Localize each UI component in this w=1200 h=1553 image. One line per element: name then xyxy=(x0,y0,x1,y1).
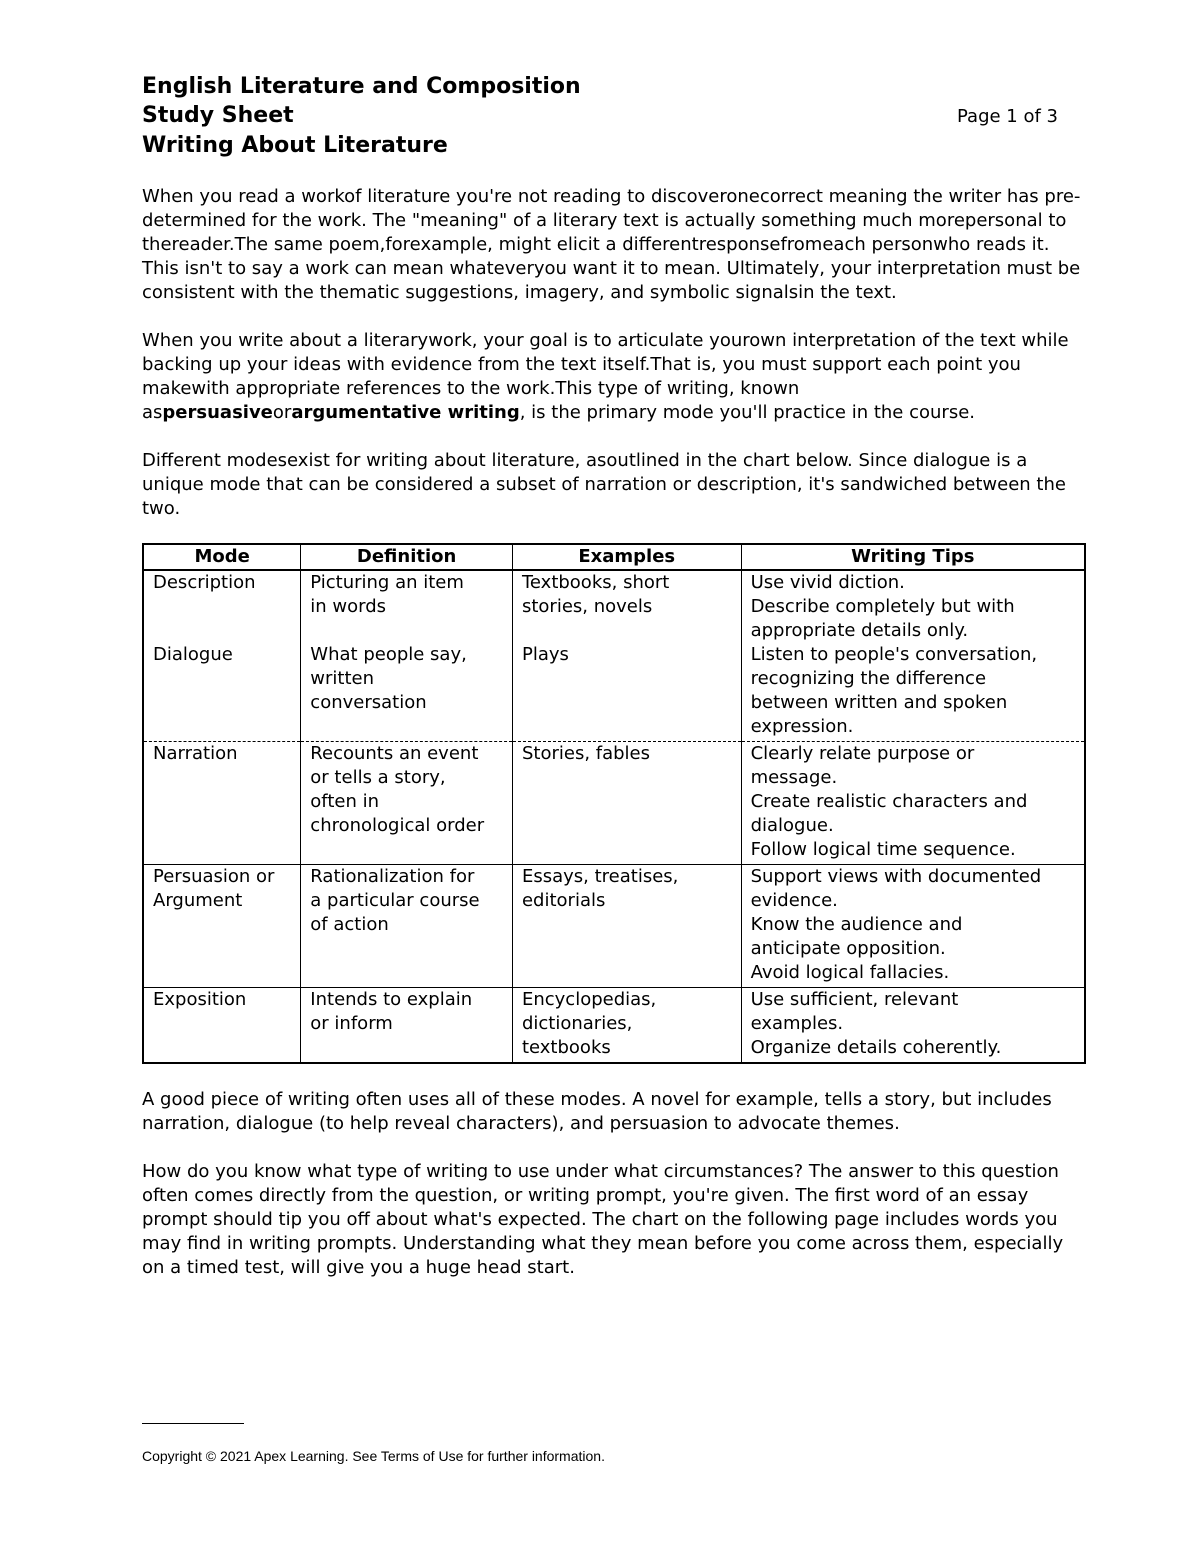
footer-divider xyxy=(142,1423,244,1424)
table-row xyxy=(143,570,1085,742)
cell-line: Stories, fables xyxy=(521,743,651,764)
mode-narration: Narration xyxy=(153,743,238,764)
mode-cell xyxy=(143,865,301,988)
document-header xyxy=(142,72,1086,160)
mode-persuasion: Persuasion or xyxy=(153,866,275,887)
mode-description: Description xyxy=(153,572,256,593)
cell-line: a particular course xyxy=(310,890,480,911)
modes-usage-paragraph: A good piece of writing often uses all of these modes. A novel for example, tells a story, but includes narration, dialogue (to help reveal characters), and persuasion to advocate themes. xyxy=(142,1089,1052,1134)
examples-cell xyxy=(512,570,741,742)
cell-line: recognizing the difference xyxy=(750,668,987,689)
table-row xyxy=(143,988,1085,1064)
cell-line: appropriate details only. xyxy=(750,620,969,641)
column-header-examples: Examples xyxy=(512,544,741,570)
mode-cell xyxy=(143,988,301,1064)
cell-line: Essays, treatises, xyxy=(521,866,679,887)
page-number: Page 1 of 3 xyxy=(957,106,1058,127)
cell-line: conversation xyxy=(310,692,427,713)
cell-line: Textbooks, short xyxy=(521,572,670,593)
cell-line: written xyxy=(310,668,375,689)
table-header-row xyxy=(143,544,1085,570)
paragraph-text: or xyxy=(272,402,292,423)
tips-cell xyxy=(741,988,1085,1064)
cell-line: evidence. xyxy=(750,890,838,911)
examples-cell xyxy=(512,742,741,865)
cell-line: Encyclopedias, xyxy=(521,989,657,1010)
subtitle-row xyxy=(142,101,1086,131)
definition-cell xyxy=(301,865,513,988)
mode-exposition: Exposition xyxy=(153,989,247,1010)
cell-line: anticipate opposition. xyxy=(750,938,946,959)
cell-line: Organize details coherently. xyxy=(750,1037,1002,1058)
cell-line: Rationalization for xyxy=(310,866,475,887)
emphasis-argumentative: argumentative writing xyxy=(291,402,520,423)
cell-line: between written and spoken xyxy=(750,692,1008,713)
examples-cell xyxy=(512,865,741,988)
examples-cell xyxy=(512,988,741,1064)
definition-cell xyxy=(301,988,513,1064)
writing-modes-table xyxy=(142,543,1086,1064)
mode-cell xyxy=(143,742,301,865)
mode-cell xyxy=(143,570,301,742)
modes-intro-paragraph: Different modesexist for writing about literature, asoutlined in the chart below. Since dialogue is a unique mode that can be considered a subset of narration or description, it's sandwiched between the two. xyxy=(142,450,1066,519)
cell-line: Use sufficient, relevant xyxy=(750,989,959,1010)
cell-line: or tells a story, xyxy=(310,767,446,788)
cell-line: Plays xyxy=(521,644,569,665)
cell-line: What people say, xyxy=(310,644,467,665)
cell-line: dictionaries, xyxy=(521,1013,633,1034)
cell-line: Avoid logical fallacies. xyxy=(750,962,950,983)
interpretation-paragraph xyxy=(142,329,1086,425)
cell-line: Intends to explain xyxy=(310,989,473,1010)
sheet-subtitle: Study Sheet xyxy=(142,103,294,128)
tips-cell xyxy=(741,742,1085,865)
cell-line: Know the audience and xyxy=(750,914,963,935)
emphasis-persuasive: persuasive xyxy=(162,402,273,423)
mode-dialogue: Dialogue xyxy=(153,644,233,665)
cell-line: expression. xyxy=(750,716,854,737)
cell-line: message. xyxy=(750,767,838,788)
cell-line: Picturing an item xyxy=(310,572,464,593)
cell-line: in words xyxy=(310,596,387,617)
paragraph-text: When you write about a literarywork, your goal is to articulate yourown interpretation of the text while backing up your ideas with evidence from the text itself.That is, you must support each point you makewith appropriate references to the work.This type of writing, known as xyxy=(142,330,1069,423)
cell-line: Listen to people's conversation, xyxy=(750,644,1038,665)
tips-cell xyxy=(741,865,1085,988)
cell-line: Follow logical time sequence. xyxy=(750,839,1016,860)
copyright-footer: Copyright © 2021 Apex Learning. See Terms of Use for further information. xyxy=(142,1448,605,1464)
column-header-definition: Definition xyxy=(301,544,513,570)
cell-line: Describe completely but with xyxy=(750,596,1015,617)
cell-line: often in xyxy=(310,791,380,812)
prompt-paragraph: How do you know what type of writing to use under what circumstances? The answer to this question often comes directly from the question, or writing prompt, you're given. The first word of an essay prompt should tip you off about what's expected. The chart on the following page includes words you may find in writing prompts. Understanding what they mean before you come across them, especially on a timed test, will give you a huge head start. xyxy=(142,1161,1064,1278)
cell-line: or inform xyxy=(310,1013,393,1034)
tips-cell xyxy=(741,570,1085,742)
cell-line: examples. xyxy=(750,1013,844,1034)
study-sheet-page xyxy=(142,72,1086,1280)
mode-argument: Argument xyxy=(153,890,243,911)
column-header-mode: Mode xyxy=(143,544,301,570)
cell-line: Clearly relate purpose or xyxy=(750,743,975,764)
cell-line: stories, novels xyxy=(521,596,653,617)
paragraph-text: , is the primary mode you'll practice in the course. xyxy=(519,402,975,423)
cell-line: Use vivid diction. xyxy=(750,572,905,593)
course-title: English Literature and Composition xyxy=(142,74,581,99)
cell-line: textbooks xyxy=(521,1037,611,1058)
cell-line: editorials xyxy=(521,890,606,911)
definition-cell xyxy=(301,742,513,865)
cell-line: Create realistic characters and xyxy=(750,791,1028,812)
definition-cell xyxy=(301,570,513,742)
intro-paragraph: When you read a workof literature you're not reading to discoveronecorrect meaning the writer has pre-determined for the work. The "meaning" of a literary text is actually something much morepersonal to thereader.The same poem,forexample, might elicit a differentresponsefromeach personwho reads it. This isn't to say a work can mean whateveryou want it to mean. Ultimately, your interpretation must be consistent with the thematic suggestions, imagery, and symbolic signalsin the text. xyxy=(142,186,1081,303)
cell-line: of action xyxy=(310,914,389,935)
table-row xyxy=(143,742,1085,865)
cell-line: Recounts an event xyxy=(310,743,479,764)
column-header-tips: Writing Tips xyxy=(741,544,1085,570)
table-row xyxy=(143,865,1085,988)
cell-line: chronological order xyxy=(310,815,485,836)
topic-title: Writing About Literature xyxy=(142,133,448,158)
cell-line: dialogue. xyxy=(750,815,834,836)
cell-line: Support views with documented xyxy=(750,866,1042,887)
